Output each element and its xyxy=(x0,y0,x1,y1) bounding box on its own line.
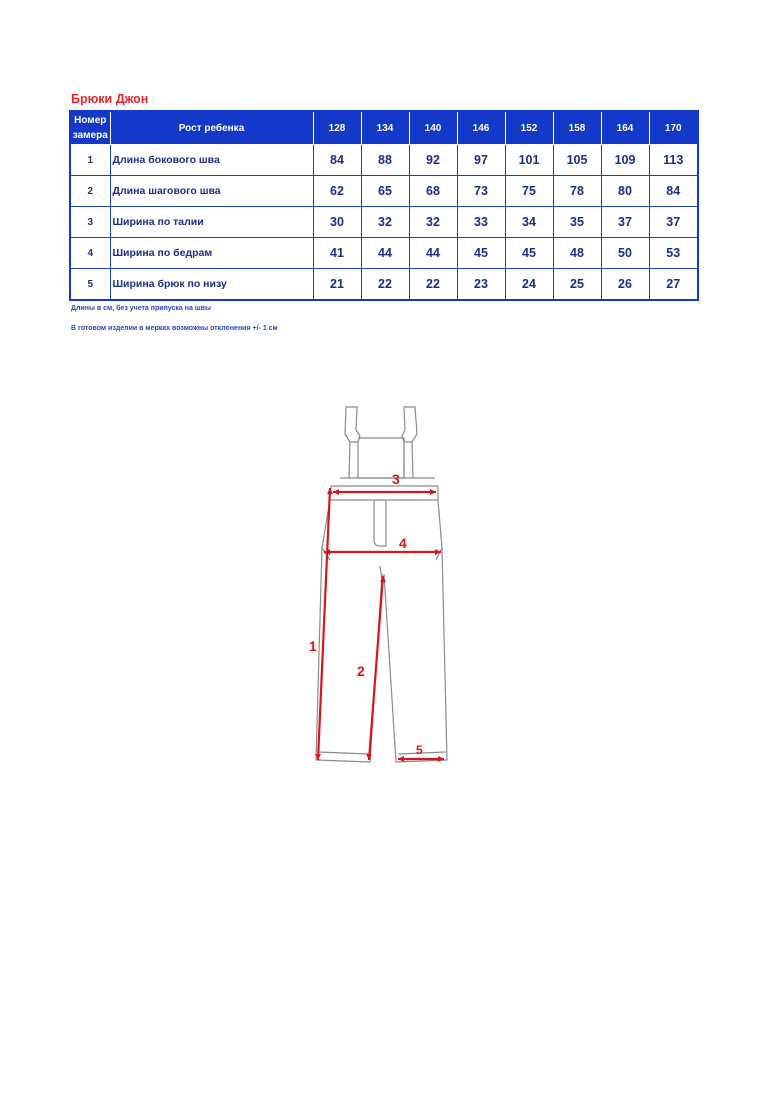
measure-value: 62 xyxy=(313,176,361,207)
measure-value: 30 xyxy=(313,207,361,238)
measure-value: 24 xyxy=(505,269,553,301)
measure-value: 35 xyxy=(553,207,601,238)
size-table xyxy=(69,110,699,301)
measure-name: Длина бокового шва xyxy=(110,145,313,176)
measure-value: 41 xyxy=(313,238,361,269)
measure-value: 37 xyxy=(601,207,649,238)
measure-2-label: 2 xyxy=(357,663,365,679)
measure-value: 22 xyxy=(409,269,457,301)
measure-value: 65 xyxy=(361,176,409,207)
measure-value: 33 xyxy=(457,207,505,238)
measure-2-line xyxy=(369,576,383,760)
measure-value: 92 xyxy=(409,145,457,176)
measure-name: Ширина по бедрам xyxy=(110,238,313,269)
note-units: Длины в см, без учета припуска на швы xyxy=(71,305,211,312)
product-title: Брюки Джон xyxy=(71,92,149,106)
measure-value: 105 xyxy=(553,145,601,176)
header-size: 128 xyxy=(313,111,361,145)
header-size: 140 xyxy=(409,111,457,145)
measure-1-label: 1 xyxy=(309,638,317,654)
measure-value: 75 xyxy=(505,176,553,207)
measure-value: 97 xyxy=(457,145,505,176)
measure-value: 113 xyxy=(649,145,698,176)
measure-value: 78 xyxy=(553,176,601,207)
measure-value: 53 xyxy=(649,238,698,269)
measure-5-label: 5 xyxy=(416,743,423,757)
measure-name: Ширина брюк по низу xyxy=(110,269,313,301)
table-row xyxy=(70,269,698,301)
measure-value: 109 xyxy=(601,145,649,176)
measure-value: 22 xyxy=(361,269,409,301)
table-row xyxy=(70,207,698,238)
measure-value: 73 xyxy=(457,176,505,207)
measure-value: 45 xyxy=(505,238,553,269)
measure-value: 27 xyxy=(649,269,698,301)
measure-value: 44 xyxy=(409,238,457,269)
header-size: 170 xyxy=(649,111,698,145)
table-row xyxy=(70,238,698,269)
header-size: 152 xyxy=(505,111,553,145)
measure-number: 2 xyxy=(70,176,110,207)
measurement-lines xyxy=(315,488,444,762)
header-measure-number-line2: замера xyxy=(72,130,108,141)
measure-value: 84 xyxy=(313,145,361,176)
table-row xyxy=(70,176,698,207)
measure-number: 3 xyxy=(70,207,110,238)
measure-value: 88 xyxy=(361,145,409,176)
measure-value: 101 xyxy=(505,145,553,176)
header-size: 134 xyxy=(361,111,409,145)
measure-value: 26 xyxy=(601,269,649,301)
header-size: 146 xyxy=(457,111,505,145)
measure-3-label: 3 xyxy=(392,471,400,487)
measure-value: 80 xyxy=(601,176,649,207)
measure-value: 68 xyxy=(409,176,457,207)
measure-value: 21 xyxy=(313,269,361,301)
measure-value: 25 xyxy=(553,269,601,301)
measure-name: Ширина по талии xyxy=(110,207,313,238)
table-header-row xyxy=(70,111,698,145)
note-tolerance: В готовом изделии в мерках возможны отклонения +/- 1 см xyxy=(71,325,278,332)
header-size: 158 xyxy=(553,111,601,145)
measure-value: 45 xyxy=(457,238,505,269)
measure-number: 1 xyxy=(70,145,110,176)
measure-value: 32 xyxy=(409,207,457,238)
measure-value: 84 xyxy=(649,176,698,207)
measure-name: Длина шагового шва xyxy=(110,176,313,207)
measure-value: 37 xyxy=(649,207,698,238)
overalls-diagram xyxy=(300,400,460,780)
header-measure-number-line1: Номер xyxy=(74,115,107,126)
measure-value: 23 xyxy=(457,269,505,301)
measure-value: 48 xyxy=(553,238,601,269)
measure-value: 44 xyxy=(361,238,409,269)
measure-number: 5 xyxy=(70,269,110,301)
measure-value: 34 xyxy=(505,207,553,238)
measure-value: 32 xyxy=(361,207,409,238)
table-row xyxy=(70,145,698,176)
measure-value: 50 xyxy=(601,238,649,269)
header-child-height: Рост ребенка xyxy=(110,111,313,145)
header-size: 164 xyxy=(601,111,649,145)
measure-4-label: 4 xyxy=(399,535,407,551)
header-measure-number xyxy=(70,111,110,145)
measure-number: 4 xyxy=(70,238,110,269)
